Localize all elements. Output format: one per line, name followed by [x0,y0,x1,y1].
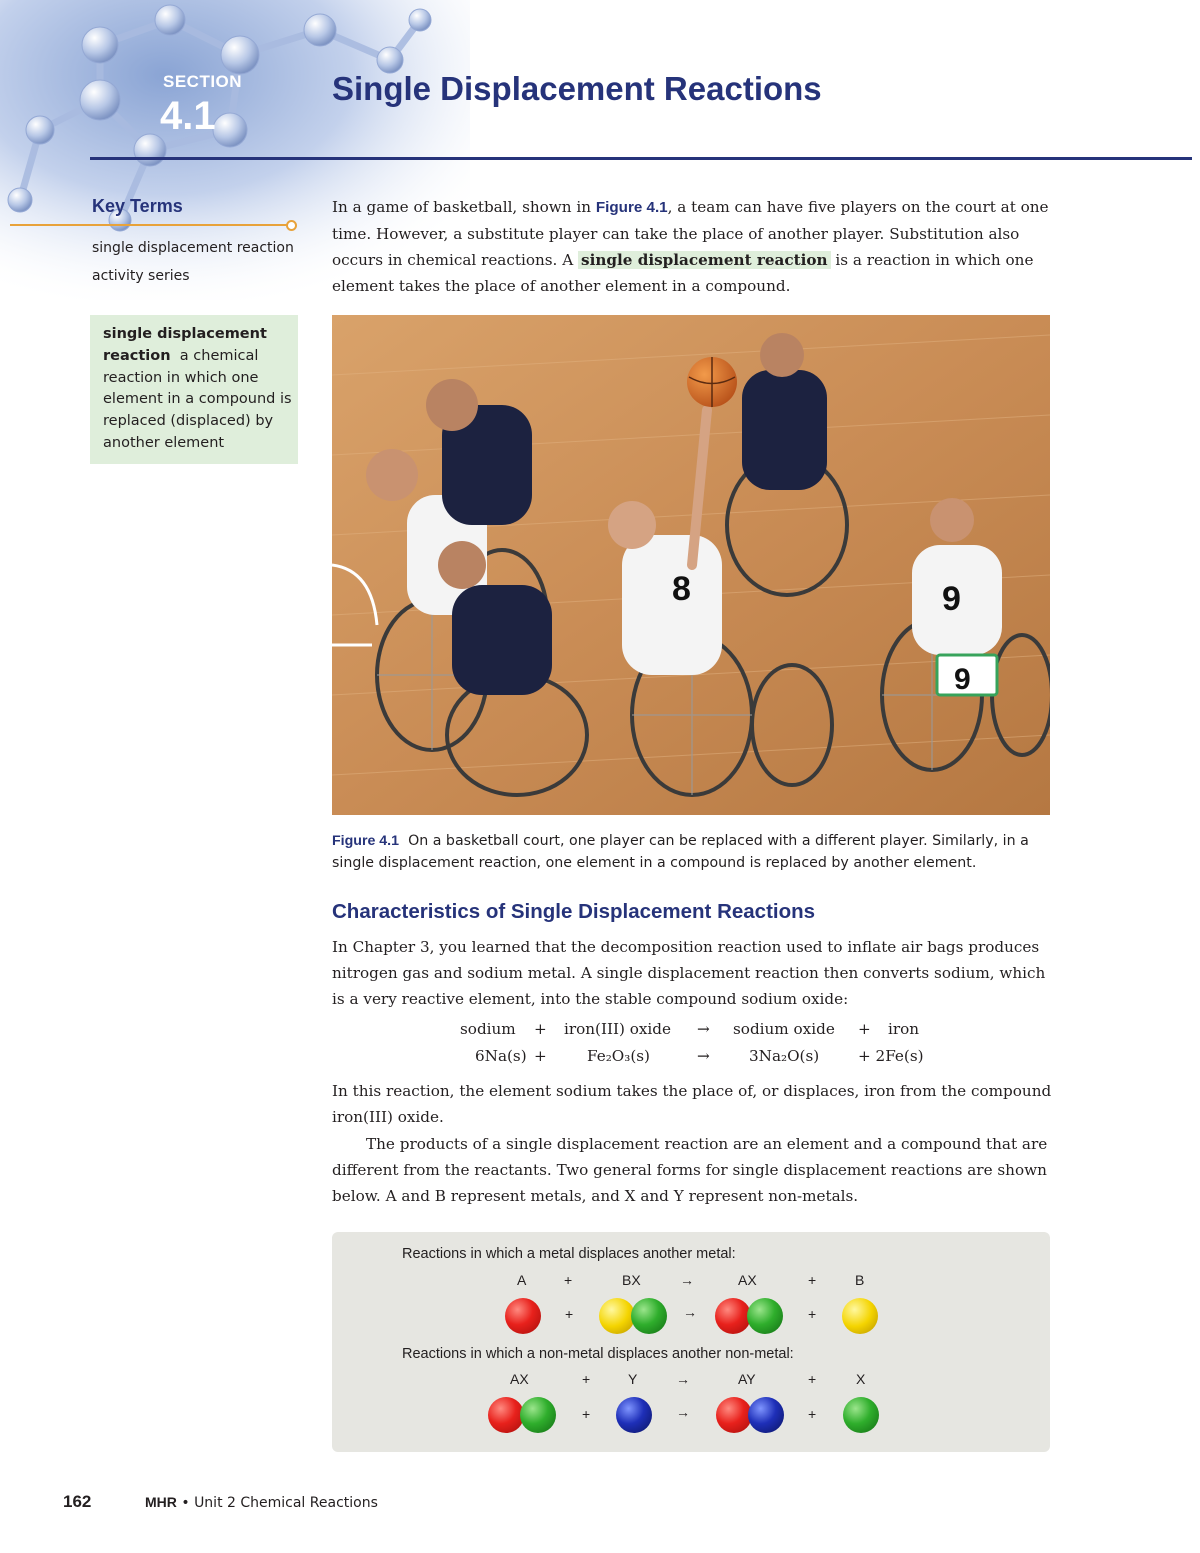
intro-text: In a game of basketball, shown in [332,198,596,216]
definition-body: a chemical reaction in which one element in a compound is replaced (displaced) by another element [103,347,292,451]
definition-term: single displacement reaction [103,326,267,364]
eq-word-reactant1: sodium [460,1020,516,1038]
plus-sign: + [808,1306,817,1322]
definition-text [103,324,293,455]
atom-b-yellow [842,1298,878,1334]
eq-formula-plus: + [534,1047,547,1065]
body-paragraph: In Chapter 3, you learned that the decomposition reaction used to inflate air bags produces nitrogen gas and sodium metal. A single displacement reaction then converts sodium, which is a very reactive element, into the stable compound sodium oxide: [332,938,1046,1008]
body-paragraph: The products of a single displacement reaction are an element and a compound that are different from the reactants. Two general forms for single displacement reactions are shown below. A and B represent metals, and X and Y represent non-metals. [332,1135,1048,1205]
eq-formula-reactant2: Fe₂O₃(s) [587,1047,650,1065]
reaction-types-box [332,1232,1050,1452]
eq-word-reactant2: iron(III) oxide [564,1020,671,1038]
atom-b-yellow [599,1298,635,1334]
intro-text: is a reaction in which one element takes the place of another element in a compound. [332,251,1034,295]
nonmetal-label: AY [738,1371,756,1387]
jersey-number: 8 [672,570,691,608]
atom-a-red [716,1397,752,1433]
jersey-number: 9 [942,580,961,618]
publisher: MHR [145,1494,177,1510]
section-label: SECTION [163,72,243,91]
wheelchair-number: 9 [954,663,971,696]
plus-sign: + [582,1406,591,1422]
arrow-sign: → [683,1304,697,1320]
metal-label: A [517,1272,527,1288]
nonmetal-label: Y [628,1371,638,1387]
intro-text: , a team can have five players on the court at one time. However, a substitute player can take the place of another player. Substitution also occurs in chemical reactions. A [332,198,1049,269]
eq-word-plus: + [858,1020,871,1038]
eq-word-product2: iron [888,1020,920,1038]
nonmetal-label: + [582,1371,591,1387]
key-term-highlight: single displacement reaction [578,251,831,269]
figure-reference-link[interactable]: Figure 4.1 [595,199,668,216]
metal-reaction-heading: Reactions in which a metal displaces another metal: [402,1246,736,1262]
title-rule [90,157,1192,160]
metal-label: BX [622,1272,641,1288]
eq-formula-product2: + 2Fe(s) [858,1047,924,1065]
metal-label: B [855,1272,865,1288]
metal-label: AX [738,1272,757,1288]
basketball-photo [332,315,1050,815]
eq-word-arrow: → [697,1020,710,1038]
page-title: Single Displacement Reactions [332,70,822,107]
figure-caption [332,830,1052,874]
footer-bullet: • [181,1495,190,1511]
footer-text [145,1494,378,1511]
body-paragraph: In this reaction, the element sodium takes the place of, or displaces, iron from the compound iron(III) oxide. [332,1082,1052,1126]
atom-a-red [505,1298,541,1334]
intro-paragraph [332,194,1052,299]
nonmetal-label: AX [510,1371,529,1387]
eq-formula-arrow: → [697,1047,710,1065]
page-number: 162 [63,1492,92,1511]
key-terms-rule-dot [286,220,297,231]
key-term-item: activity series [92,268,190,284]
nonmetal-reaction-heading: Reactions in which a non-metal displaces another non-metal: [402,1346,794,1362]
atom-x-green [631,1298,667,1334]
eq-formula-reactant1: 6Na(s) [475,1047,527,1065]
atom-a-red [488,1397,524,1433]
nonmetal-label: → [676,1371,690,1387]
atom-x-green [520,1397,556,1433]
section-heading: Characteristics of Single Displacement Reactions [332,900,816,923]
plus-sign: + [565,1306,574,1322]
eq-word-product1: sodium oxide [733,1020,835,1038]
nonmetal-label: X [856,1371,866,1387]
eq-formula-product1: 3Na₂O(s) [749,1047,820,1065]
arrow-sign: → [676,1404,690,1420]
atom-a-red [715,1298,751,1334]
metal-label: + [808,1272,817,1288]
key-terms-heading: Key Terms [92,196,183,216]
caption-text: On a basketball court, one player can be replaced with a different player. Similarly, in a single displacement reaction, one element in a compound is replaced by another element. [332,833,1029,871]
nonmetal-label: + [808,1371,817,1387]
metal-label: → [680,1272,694,1288]
atom-y-blue [748,1397,784,1433]
atom-x-green [747,1298,783,1334]
atom-y-blue [616,1397,652,1433]
figure-label: Figure 4.1 [332,833,400,849]
eq-word-plus: + [534,1020,547,1038]
section-number: 4.1 [160,94,216,138]
key-terms-rule [10,224,288,226]
key-term-item: single displacement reaction [92,240,294,256]
metal-label: + [564,1272,573,1288]
unit-label: Unit 2 Chemical Reactions [194,1495,378,1511]
plus-sign: + [808,1406,817,1422]
atom-x-green [843,1397,879,1433]
